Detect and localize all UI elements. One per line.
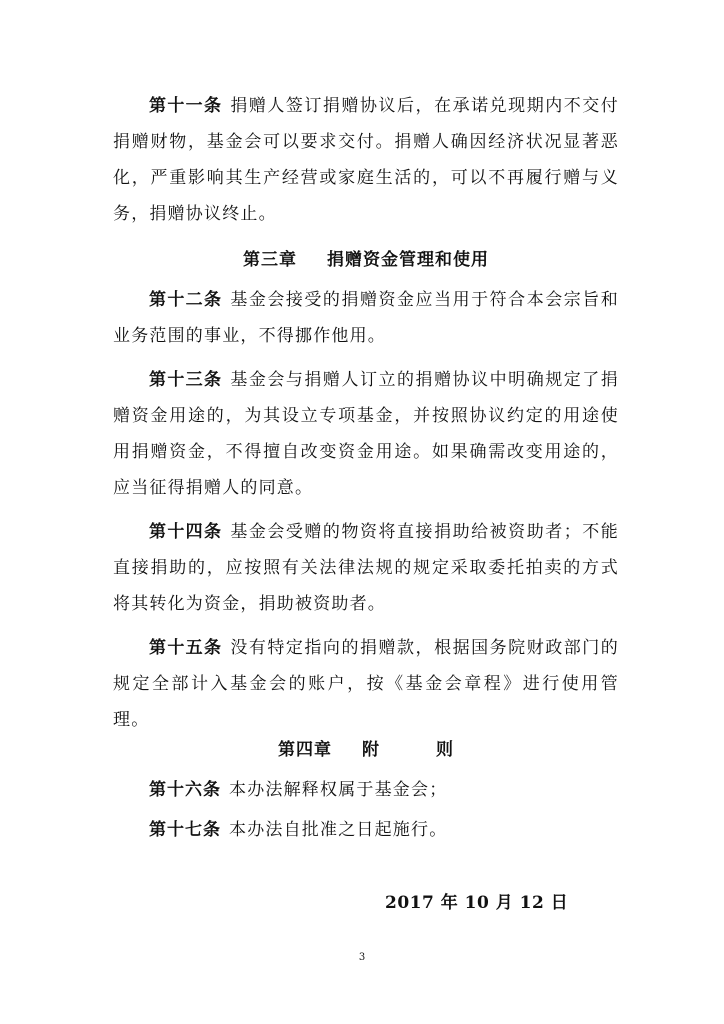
article-13: [113, 362, 619, 506]
article-16: [113, 772, 619, 808]
chapter-4-heading: [113, 732, 619, 768]
article-12-number: 第十二条: [149, 290, 223, 310]
article-12: [113, 282, 619, 354]
article-14: [113, 514, 619, 622]
chapter-3-articles: [113, 282, 619, 738]
article-15: [113, 630, 619, 738]
article-14-text: 基金会受赠的物资将直接捐助给被资助者；不能直接捐助的，应按照有关法律法规的规定采取委托拍卖的方式将其转化为资金，捐助被资助者。: [113, 522, 620, 614]
article-16-number: 第十六条: [149, 780, 221, 800]
article-11-number: 第十一条: [149, 96, 223, 116]
chapter-3-label: 第三章: [243, 250, 297, 270]
article-12-text: 基金会接受的捐赠资金应当用于符合本会宗旨和业务范围的事业，不得挪作他用。: [113, 290, 620, 346]
page-number: 3: [358, 952, 366, 963]
article-14-number: 第十四条: [149, 522, 223, 542]
article-17-number: 第十七条: [149, 820, 221, 840]
document-date: 2017 年 10 月 12 日: [385, 893, 569, 913]
article-15-number: 第十五条: [149, 638, 223, 658]
article-15-text: 没有特定指向的捐赠款，根据国务院财政部门的规定全部计入基金会的账户，按《基金会章程》进行使用管理。: [113, 638, 620, 730]
article-block-top: [113, 88, 619, 232]
chapter-4-articles: [113, 772, 619, 848]
chapter-3-heading: [113, 242, 619, 278]
article-17: [113, 812, 619, 848]
article-13-number: 第十三条: [149, 370, 223, 390]
article-17-text: 本办法自批准之日起施行。: [229, 820, 448, 840]
chapter-4-title-part1: 附: [362, 740, 380, 760]
chapter-4-label: 第四章: [278, 740, 332, 760]
article-16-text: 本办法解释权属于基金会；: [229, 780, 448, 800]
article-13-text: 基金会与捐赠人订立的捐赠协议中明确规定了捐赠资金用途的，为其设立专项基金，并按照协议约定的用途使用捐赠资金，不得擅自改变资金用途。如果确需改变用途的，应当征得捐赠人的同意。: [113, 370, 620, 498]
chapter-4-title-part2: 则: [436, 740, 454, 760]
chapter-3-title: 捐赠资金管理和使用: [327, 250, 489, 270]
article-11: [113, 88, 619, 232]
article-11-text: 捐赠人签订捐赠协议后，在承诺兑现期内不交付捐赠财物，基金会可以要求交付。捐赠人确因经济状况显著恶化，严重影响其生产经营或家庭生活的，可以不再履行赠与义务，捐赠协议终止。: [113, 96, 620, 224]
